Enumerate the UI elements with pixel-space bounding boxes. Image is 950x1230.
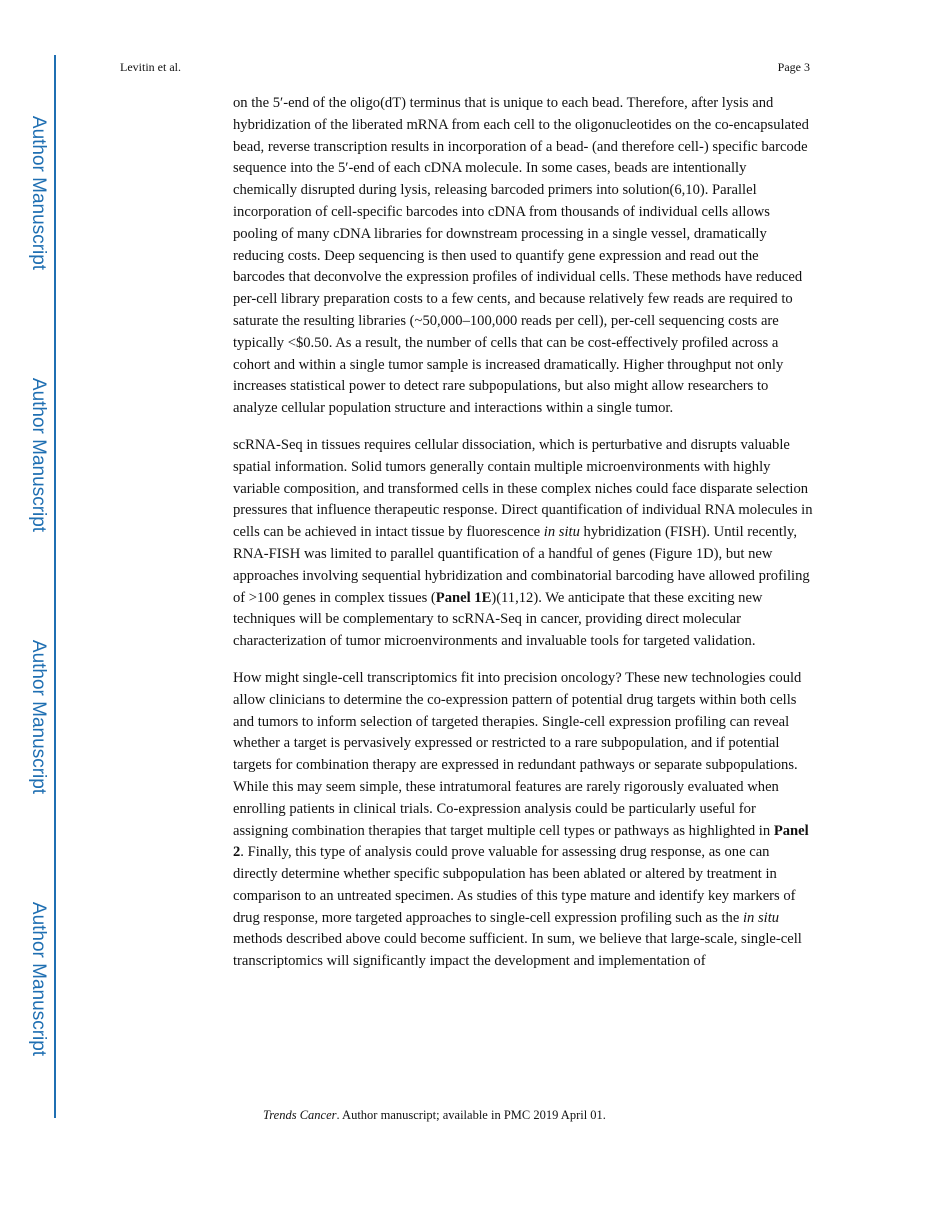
journal-name: Trends Cancer xyxy=(263,1108,337,1122)
italic-term: in situ xyxy=(543,524,580,541)
text-run: on the 5′-end of the oligo(dT) terminus that is unique to each bead. Therefore, after lysis and hybridization of the liberated mRNA from each cell to the oligonucleotides on the co-encapsulated bead, reverse transcription results in incorporation of a bead- (and therefore cell-) specific barcode sequence into the 5′-end of each cDNA molecule. In some cases, beads are intentionally chemically disrupted during lysis, releasing barcoded primers into solution(6,10). Parallel incorporation of cell-specific barcodes into cDNA from thousands of individual cells allows pooling of many cDNA libraries for downstream processing in a single vessel, dramatically reducing costs. Deep sequencing is then used to quantify gene expression and read out the barcodes that deconvolve the expression profiles of individual cells. These methods have reduced per-cell library preparation costs to a few cents, and because relatively few reads are required to saturate the resulting libraries (~50,000–100,000 reads per cell), per-cell sequencing costs are typically <$0.50. As a result, the number of cells that can be cost-effectively profiled across a cohort and within a single tumor sample is increased dramatically. Higher throughput not only increases statistical power to detect rare subpopulations, but also might allow researchers to analyze cellular population structure and interactions within a single tumor. xyxy=(233,95,809,417)
side-rule xyxy=(54,55,56,1118)
paragraph xyxy=(233,93,813,420)
running-header-authors: Levitin et al. xyxy=(120,60,181,74)
text-run: methods described above could become sufficient. In sum, we believe that large-scale, single-cell transcriptomics will significantly impact the development and implementation of xyxy=(233,931,802,970)
body-text xyxy=(233,93,813,988)
panel-reference: Panel 2 xyxy=(233,822,809,861)
page-number: Page 3 xyxy=(777,60,810,74)
italic-term: in situ xyxy=(742,909,780,926)
footer-text: . Author manuscript; available in PMC 2019 April 01. xyxy=(336,1108,606,1122)
paragraph xyxy=(233,668,813,973)
text-run: hybridization (FISH). Until recently, RNA-FISH was limited to parallel quantification of a handful of genes (Figure 1D), but new approaches involving sequential hybridization and combinatorial barcoding have allowed profiling of >100 genes in complex tissues ( xyxy=(233,524,810,606)
footer-citation xyxy=(263,1108,606,1123)
panel-reference: Panel 1E xyxy=(435,589,492,606)
text-run: . Finally, this type of analysis could prove valuable for assessing drug response, as one can directly determine whether specific subpopulation has been ablated or altered by treatment in comparison to an untreated specimen. As studies of this type mature and identify key markers of drug response, more targeted approaches to single-cell expression profiling such as the xyxy=(233,844,796,926)
text-run: scRNA-Seq in tissues requires cellular dissociation, which is perturbative and disrupts valuable spatial information. Solid tumors generally contain multiple microenvironments with highly variable composition, and transformed cells in these complex niches could face disparate selection pressures that influence therapeutic response. Direct quantification of individual RNA molecules in cells can be achieved in intact tissue by fluorescence xyxy=(233,436,813,541)
text-run: How might single-cell transcriptomics fit into precision oncology? These new technologies could allow clinicians to determine the co-expression pattern of potential drug targets within both cells and tumors to inform selection of targeted therapies. Single-cell expression profiling can reveal whether a target is pervasively expressed or restricted to a rare subpopulation, and if potential targets for combination therapy are expressed in redundant pathways or separate subpopulations. While this may seem simple, these intratumoral features are rarely rigorously evaluated when enrolling patients in clinical trials. Co-expression analysis could be particularly useful for assigning combination therapies that target multiple cell types or pathways as highlighted in xyxy=(233,669,802,839)
paragraph xyxy=(233,435,813,653)
text-run: )(11,12). We anticipate that these exciting new techniques will be complementary to scRNA-Seq in cancer, providing direct molecular characterization of tumor microenvironments and invaluable tools for targeted validation. xyxy=(233,589,763,650)
